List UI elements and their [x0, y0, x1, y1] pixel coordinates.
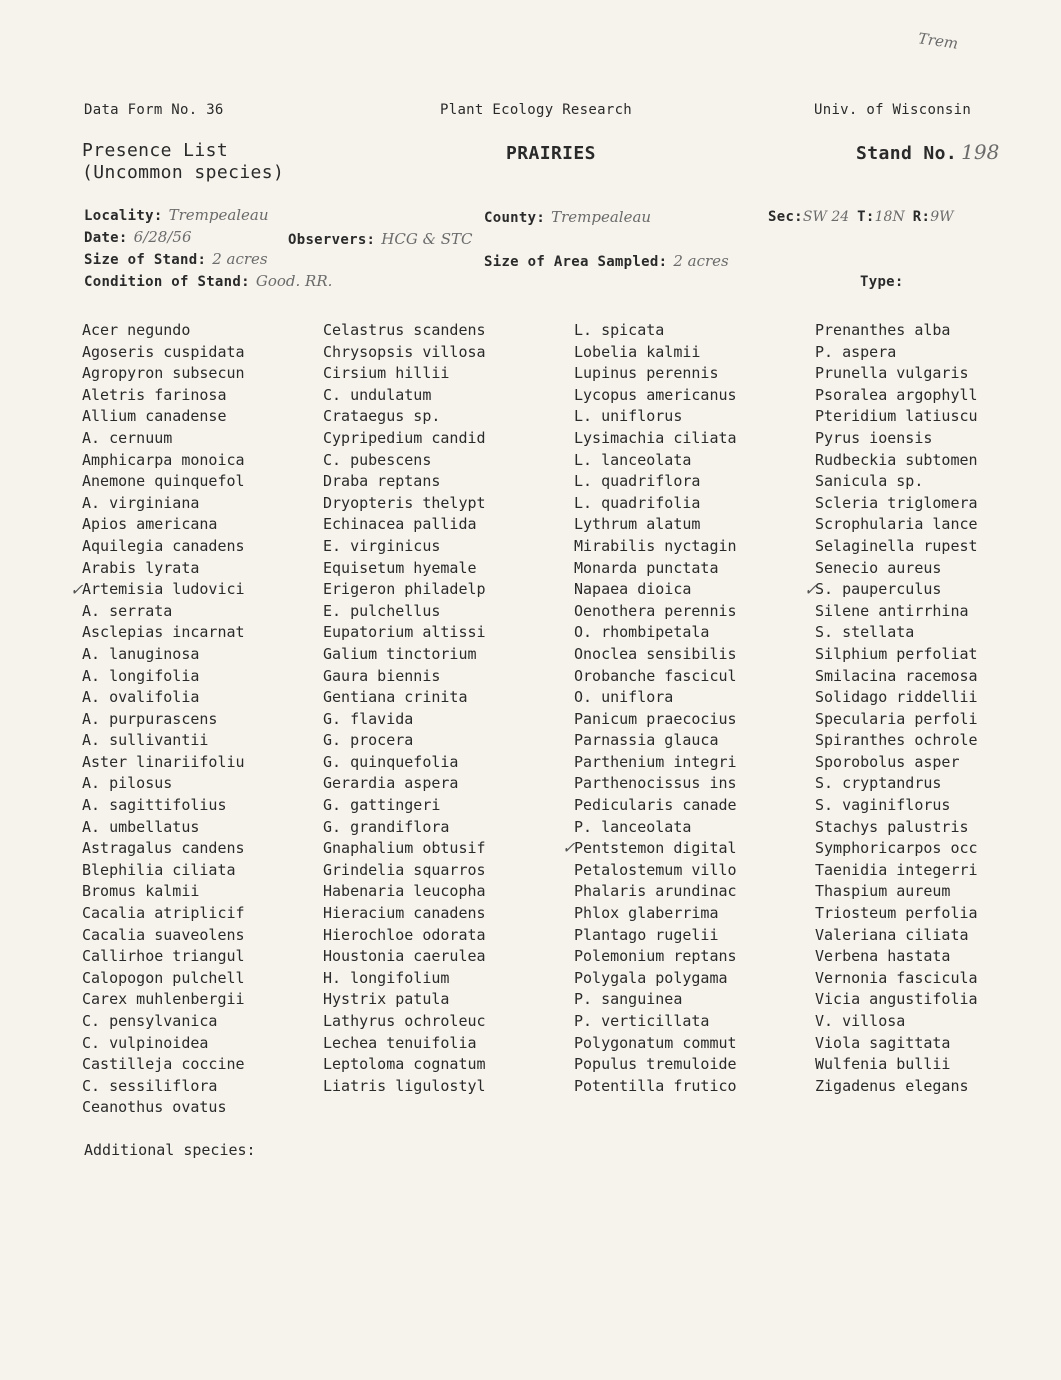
species-item: Lobelia kalmii [574, 342, 701, 361]
species-item: C. undulatum [323, 385, 432, 404]
species-item: Scleria triglomera [815, 493, 978, 512]
species-item: Celastrus scandens [323, 321, 486, 339]
species-item: Selaginella rupest [815, 536, 978, 555]
species-item: Onoclea sensibilis [574, 644, 737, 663]
species-item: Monarda punctata [574, 558, 719, 577]
species-item: Apios americana [82, 515, 218, 534]
species-item: O. rhombipetala [574, 623, 710, 642]
species-item: Hystrix patula [323, 990, 450, 1009]
species-item: Pyrus ioensis [815, 428, 933, 447]
species-item: Prunella vulgaris [815, 364, 969, 383]
date-label: Date: [84, 230, 128, 246]
t-value: 18N [874, 209, 905, 225]
species-item: Erigeron philadelp [323, 580, 486, 599]
condition-value: Good. RR. [255, 272, 333, 290]
observers-label: Observers: [288, 232, 376, 248]
species-item: Plantago rugelii [574, 925, 719, 944]
species-item: L. uniflorus [574, 407, 683, 426]
form-number: Data Form No. 36 [84, 102, 224, 118]
species-item: G. quinquefolia [323, 752, 459, 771]
species-item: Thaspium aureum [815, 882, 951, 901]
county-field [484, 208, 651, 227]
species-item: L. lanceolata [574, 450, 692, 469]
species-item: S. stellata [815, 623, 915, 642]
r-value: 9W [930, 209, 954, 225]
county-label: County: [484, 210, 546, 226]
species-item: L. quadrifolia [574, 493, 701, 512]
species-item: E. pulchellus [323, 601, 441, 620]
size-of-stand-label: Size of Stand: [84, 252, 207, 268]
species-item: Viola sagittata [815, 1033, 951, 1052]
observers-field [288, 230, 472, 249]
species-item: Panicum praecocius [574, 709, 737, 728]
species-item: S. cryptandrus [815, 774, 942, 793]
species-item: Asclepias incarnat [82, 623, 245, 642]
checkmark-icon: ✓ [562, 838, 576, 857]
species-item: Prenanthes alba [815, 321, 951, 339]
species-item: Triosteum perfolia [815, 904, 978, 923]
species-item: Orobanche fascicul [574, 666, 737, 685]
size-area-sampled-label: Size of Area Sampled: [484, 254, 668, 270]
species-item: A. umbellatus [82, 817, 200, 836]
species-item: A. sullivantii [82, 731, 209, 750]
species-item: Phlox glaberrima [574, 904, 719, 923]
species-item: Phalaris arundinac [574, 882, 737, 901]
species-item: Valeriana ciliata [815, 925, 969, 944]
species-item: Calopogon pulchell [82, 968, 245, 987]
locality-field [84, 206, 269, 225]
species-item: Carex muhlenbergii [82, 990, 245, 1009]
t-label: T: [857, 209, 875, 225]
species-item: Astragalus candens [82, 839, 245, 858]
species-item: Echinacea pallida [323, 515, 477, 534]
species-item: Polygonatum commut [574, 1033, 737, 1052]
r-label: R: [912, 209, 931, 225]
species-item: Equisetum hyemale [323, 558, 477, 577]
species-item: Scrophularia lance [815, 515, 978, 534]
species-item: Habenaria leucopha [323, 882, 486, 901]
species-item: Lysimachia ciliata [574, 428, 737, 447]
species-item: G. procera [323, 731, 414, 750]
stand-value: 198 [961, 140, 1000, 164]
species-item: Smilacina racemosa [815, 666, 978, 685]
species-item: C. pubescens [323, 450, 432, 469]
species-item: Silene antirrhina [815, 601, 969, 620]
species-item: Specularia perfoli [815, 709, 978, 728]
species-item: A. purpurascens [82, 709, 218, 728]
species-item: L. quadriflora [574, 472, 701, 491]
species-item: Ceanothus ovatus [82, 1098, 227, 1117]
species-item: Gentiana crinita [323, 688, 468, 707]
species-item: Lythrum alatum [574, 515, 701, 534]
species-item: Acer negundo [82, 321, 191, 339]
species-item: G. grandiflora [323, 817, 450, 836]
species-item: C. sessiliflora [82, 1076, 218, 1095]
species-item: O. uniflora [574, 688, 674, 707]
species-item: A. serrata [82, 601, 173, 620]
species-item: C. pensylvanica [82, 1012, 218, 1030]
species-item: Lupinus perennis [574, 364, 719, 383]
sec-label: Sec: [768, 209, 803, 225]
species-item: Mirabilis nyctagin [574, 536, 737, 555]
species-item: Hierochloe odorata [323, 925, 486, 944]
species-item: A. longifolia [82, 666, 200, 685]
species-item: Lycopus americanus [574, 385, 737, 404]
species-item: P. lanceolata [574, 817, 692, 836]
species-item: Polygala polygama [574, 968, 728, 987]
species-item: E. virginicus [323, 536, 441, 555]
species-item: Artemisia ludovici [82, 580, 245, 599]
condition-label: Condition of Stand: [84, 274, 250, 290]
species-item: Napaea dioica [574, 580, 692, 599]
species-item: Gaura biennis [323, 666, 441, 685]
title-prairies: PRAIRIES [506, 143, 596, 164]
size-of-stand-field [84, 250, 268, 269]
species-item: Lathyrus ochroleuc [323, 1012, 486, 1030]
species-item: Potentilla frutico [574, 1076, 737, 1095]
title-presence-list: Presence List [82, 140, 229, 161]
species-item: Polemonium reptans [574, 947, 737, 966]
condition-field [84, 272, 332, 291]
species-item: Cacalia suaveolens [82, 925, 245, 944]
organization: Plant Ecology Research [440, 102, 633, 118]
species-item: Chrysopsis villosa [323, 342, 486, 361]
species-item: Galium tinctorium [323, 644, 477, 663]
species-item: Anemone quinquefol [82, 472, 245, 491]
species-item: Agoseris cuspidata [82, 342, 245, 361]
species-item: Callirhoe triangul [82, 947, 245, 966]
species-item: H. longifolium [323, 968, 450, 987]
species-item: Arabis lyrata [82, 558, 200, 577]
species-item: Houstonia caerulea [323, 947, 486, 966]
species-item: Cypripedium candid [323, 428, 486, 447]
species-item: G. gattingeri [323, 796, 441, 815]
species-item: Liatris ligulostyl [323, 1076, 486, 1095]
species-item: Eupatorium altissi [323, 623, 486, 642]
species-item: Crataegus sp. [323, 407, 441, 426]
species-item: Silphium perfoliat [815, 644, 978, 663]
species-item: Cirsium hillii [323, 364, 450, 383]
species-item: A. lanuginosa [82, 644, 200, 663]
sec-t-r-field [768, 208, 953, 226]
university: Univ. of Wisconsin [814, 102, 972, 118]
size-of-stand-value: 2 acres [212, 250, 268, 268]
observers-value: HCG & STC [381, 230, 473, 248]
species-item: Sporobolus asper [815, 752, 960, 771]
species-item: A. cernuum [82, 428, 173, 447]
species-item: Dryopteris thelypt [323, 493, 486, 512]
species-item: Parthenocissus ins [574, 774, 737, 793]
date-field [84, 228, 191, 247]
locality-label: Locality: [84, 208, 163, 224]
species-item: S. pauperculus [815, 580, 942, 599]
size-area-sampled-field [484, 252, 729, 271]
species-column-4 [815, 320, 978, 1097]
species-item: Parnassia glauca [574, 731, 719, 750]
species-item: Spiranthes ochrole [815, 731, 978, 750]
species-item: L. spicata [574, 321, 665, 339]
species-item: Taenidia integerri [815, 860, 978, 879]
species-item: C. vulpinoidea [82, 1033, 209, 1052]
corner-handwritten-note: Trem [916, 29, 960, 53]
species-item: Aletris farinosa [82, 385, 227, 404]
stand-label: Stand No. [856, 143, 958, 164]
county-value: Trempealeau [551, 208, 652, 226]
species-item: Castilleja coccine [82, 1055, 245, 1074]
species-item: Verbena hastata [815, 947, 951, 966]
species-item: A. pilosus [82, 774, 173, 793]
species-item: P. verticillata [574, 1012, 710, 1030]
species-item: Aquilegia canadens [82, 536, 245, 555]
date-value: 6/28/56 [133, 228, 192, 246]
size-area-sampled-value: 2 acres [673, 252, 729, 270]
species-item: Pteridium latiuscu [815, 407, 978, 426]
species-item: S. vaginiflorus [815, 796, 951, 815]
species-item: Amphicarpa monoica [82, 450, 245, 469]
species-column-1 [82, 320, 245, 1119]
species-item: Leptoloma cognatum [323, 1055, 486, 1074]
species-item: Pentstemon digital [574, 839, 737, 858]
species-item: Symphoricarpos occ [815, 839, 978, 858]
species-column-3 [574, 320, 737, 1097]
species-item: Cacalia atriplicif [82, 904, 245, 923]
species-item: Gerardia aspera [323, 774, 459, 793]
species-item: A. sagittifolius [82, 796, 227, 815]
species-item: Vernonia fascicula [815, 968, 978, 987]
species-item: P. aspera [815, 342, 897, 361]
species-item: Solidago riddellii [815, 688, 978, 707]
stand-number [856, 140, 999, 164]
species-item: Hieracium canadens [323, 904, 486, 923]
species-item: Agropyron subsecun [82, 364, 245, 383]
species-item: Allium canadense [82, 407, 227, 426]
species-item: Wulfenia bullii [815, 1055, 951, 1074]
species-item: Aster linariifoliu [82, 752, 245, 771]
species-item: Vicia angustifolia [815, 990, 978, 1009]
additional-species-label: Additional species: [84, 1141, 256, 1159]
species-item: Zigadenus elegans [815, 1076, 969, 1095]
species-item: A. ovalifolia [82, 688, 200, 707]
checkmark-icon: ✓ [70, 580, 84, 599]
species-item: Lechea tenuifolia [323, 1033, 477, 1052]
species-item: Grindelia squarros [323, 860, 486, 879]
species-column-2 [323, 320, 486, 1097]
species-item: Oenothera perennis [574, 601, 737, 620]
species-item: Rudbeckia subtomen [815, 450, 978, 469]
species-item: Sanicula sp. [815, 472, 924, 491]
species-item: Parthenium integri [574, 752, 737, 771]
species-item: Gnaphalium obtusif [323, 839, 486, 858]
species-item: P. sanguinea [574, 990, 683, 1009]
species-item: Blephilia ciliata [82, 860, 236, 879]
locality-value: Trempealeau [168, 206, 269, 224]
species-item: G. flavida [323, 709, 414, 728]
checkmark-icon: ✓ [804, 580, 818, 599]
sec-value: SW 24 [802, 209, 850, 225]
species-item: Senecio aureus [815, 558, 942, 577]
species-item: Stachys palustris [815, 817, 969, 836]
title-uncommon-species: (Uncommon species) [82, 162, 285, 183]
species-item: Bromus kalmii [82, 882, 200, 901]
species-item: Psoralea argophyll [815, 385, 978, 404]
species-item: Pedicularis canade [574, 796, 737, 815]
species-item: Draba reptans [323, 472, 441, 491]
species-item: A. virginiana [82, 493, 200, 512]
type-label: Type: [860, 274, 904, 290]
species-item: Populus tremuloide [574, 1055, 737, 1074]
species-item: V. villosa [815, 1012, 906, 1030]
species-item: Petalostemum villo [574, 860, 737, 879]
